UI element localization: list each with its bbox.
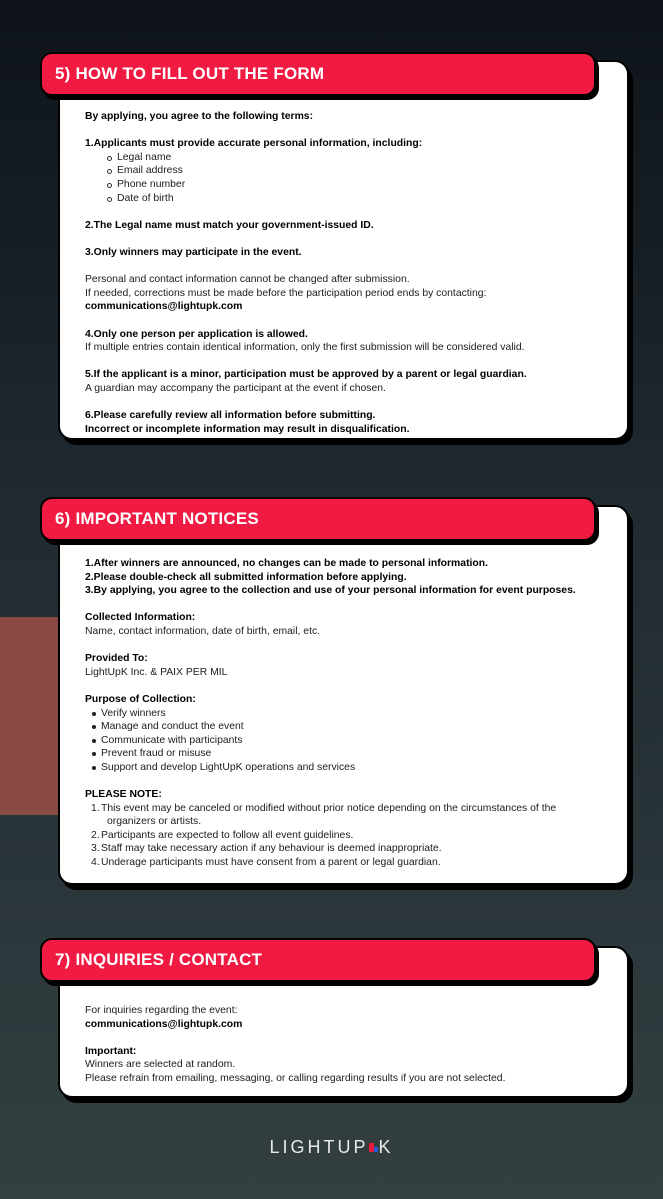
section-body [85, 1004, 615, 1086]
contact-email: communications@lightupk.com [85, 1018, 243, 1030]
notice-line: 2.Please double-check all submitted information before applying. [85, 571, 407, 583]
list-item [85, 842, 615, 856]
section-how-to-fill [40, 52, 629, 440]
purpose-list [85, 707, 615, 775]
list-item [85, 829, 615, 843]
notice-line: 1.After winners are announced, no changes can be made to personal information. [85, 558, 489, 569]
important-line: Winners are selected at random. [85, 1059, 236, 1071]
section-banner [40, 497, 596, 541]
collected-value: Name, contact information, date of birth, email, etc. [85, 625, 321, 637]
contact-email: communications@lightupk.com [85, 301, 243, 313]
note-text: Participants are expected to follow all event guidelines. [101, 829, 354, 841]
note-text: This event may be canceled or modified without prior notice depending on the circumstances of the [101, 802, 557, 814]
logo-text: K [378, 1137, 394, 1157]
important-line: Please refrain from emailing, messaging, or calling regarding results if you are not selected. [85, 1072, 506, 1084]
term-3-line: If needed, corrections must be made before the participation period ends by contacting: [85, 287, 487, 299]
list-item: Verify winners [85, 707, 615, 721]
list-item: Support and develop LightUpK operations and services [85, 761, 615, 775]
term-4-heading: 4.Only one person per application is allowed. [85, 328, 308, 340]
term-5-heading: 5.If the applicant is a minor, participation must be approved by a parent or legal guardian. [85, 369, 527, 381]
section-important-notices [40, 497, 629, 885]
list-number: 1. [91, 802, 100, 814]
collected-label: Collected Information: [85, 612, 196, 624]
section-body [85, 557, 615, 870]
list-item: Communicate with participants [85, 734, 615, 748]
term-3-heading: 3.Only winners may participate in the event. [85, 246, 302, 258]
section-title: 7) INQUIRIES / CONTACT [55, 950, 263, 969]
term-6-heading: 6.Please carefully review all information before submitting. [85, 410, 376, 422]
list-number: 4. [91, 857, 100, 869]
list-item: Phone number [85, 178, 615, 192]
personal-info-list [85, 151, 615, 205]
section-banner [40, 52, 596, 96]
section-title: 5) HOW TO FILL OUT THE FORM [55, 64, 325, 83]
note-list [85, 802, 615, 870]
list-item: Email address [85, 164, 615, 178]
intro-text: By applying, you agree to the following terms: [85, 111, 314, 122]
term-4-line: If multiple entries contain identical information, only the first submission will be considered valid. [85, 342, 525, 354]
notice-line: 3.By applying, you agree to the collection and use of your personal information for event purposes. [85, 585, 576, 597]
inquiry-text: For inquiries regarding the event: [85, 1005, 238, 1016]
logo-text: LIGHTUP [269, 1137, 369, 1157]
list-number: 2. [91, 829, 100, 841]
important-label: Important: [85, 1045, 137, 1057]
note-text: Staff may take necessary action if any behaviour is deemed inappropriate. [101, 843, 442, 855]
provided-label: Provided To: [85, 653, 148, 665]
term-2-heading: 2.The Legal name must match your government-issued ID. [85, 219, 374, 231]
list-item: Date of birth [85, 192, 615, 206]
list-item [85, 802, 615, 829]
note-text: organizers or artists. [107, 816, 202, 828]
list-item: Legal name [85, 151, 615, 165]
list-number: 3. [91, 843, 100, 855]
purpose-label: Purpose of Collection: [85, 693, 196, 705]
list-item [85, 856, 615, 870]
note-text: Underage participants must have consent from a parent or legal guardian. [101, 857, 441, 869]
term-3-line: Personal and contact information cannot be changed after submission. [85, 274, 410, 286]
lightupk-logo [0, 1137, 663, 1158]
list-item: Prevent fraud or misuse [85, 747, 615, 761]
provided-value: LightUpK Inc. & PAIX PER MIL [85, 666, 228, 678]
list-item: Manage and conduct the event [85, 720, 615, 734]
section-banner [40, 938, 596, 982]
please-note-label: PLEASE NOTE: [85, 789, 162, 801]
term-1-heading: 1.Applicants must provide accurate personal information, including: [85, 138, 423, 150]
term-5-line: A guardian may accompany the participant at the event if chosen. [85, 382, 386, 394]
logo-mark-icon [369, 1143, 378, 1152]
section-body [85, 110, 615, 436]
section-title: 6) IMPORTANT NOTICES [55, 509, 259, 528]
term-6-line: Incorrect or incomplete information may result in disqualification. [85, 423, 410, 435]
section-inquiries [40, 938, 629, 1098]
